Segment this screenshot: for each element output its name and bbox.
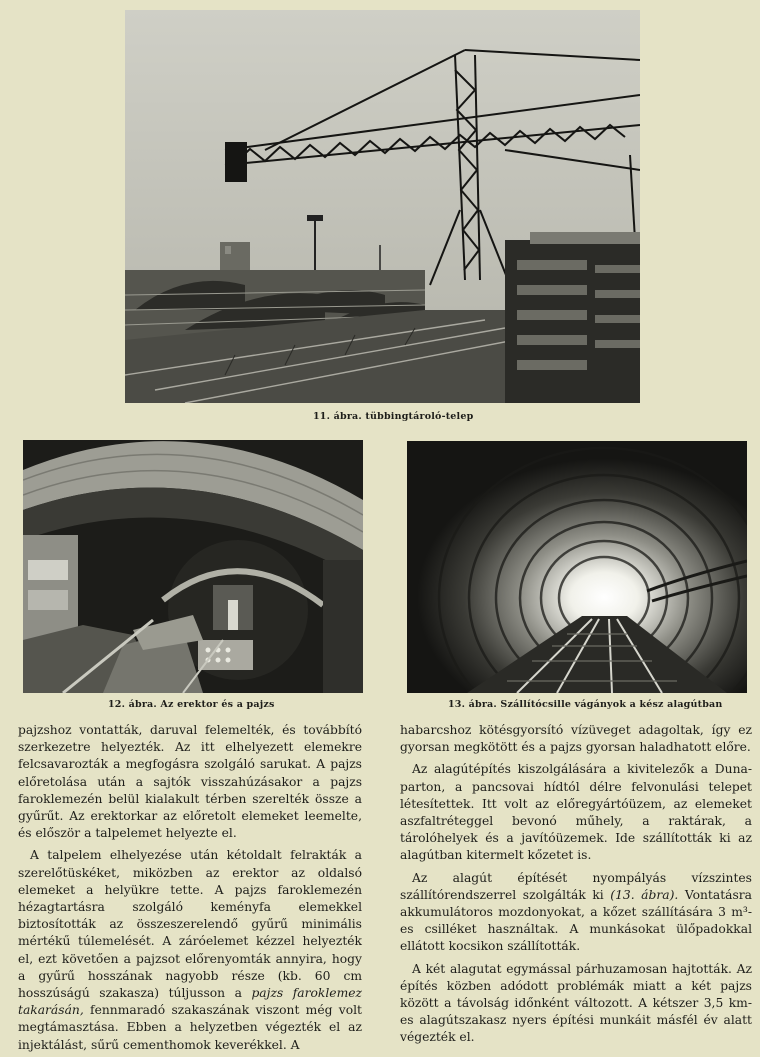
right-text-column [400,722,752,1049]
figure-11-photo [125,10,640,403]
right-paragraph-4: A két alagutat egymással párhuzamosan hajtották. Az építés közben adódott problémák miatt a két pajzs között a távolság időnként változott. A kétszer 3,5 km-es alagútszakasz nyers építési munkáit másfél év alatt végezték el. [400,961,752,1045]
figure-12-caption: 12. ábra. Az erektor és a pajzs [108,699,275,710]
right-paragraph-3-text-b: Vontatásra akkumulátoros mozdonyokat, a kőzet szállítására 3 m³-es csilléket használtak. A munkásokat ülőpadokkal ellátott kocsikon szállították. [400,887,752,954]
figure-13-caption: 13. ábra. Szállítócsille vágányok a kész alagútban [448,699,723,710]
figure-13-photo [407,441,747,693]
figure-12-photo [23,440,363,693]
right-paragraph-3-text-a: Az alagút építését nyompályás vízszintes szállítórendszerrel szolgálták ki [400,870,752,902]
right-paragraph-1: habarcshoz kötésgyorsító vízüveget adagoltak, így ez gyorsan megkötött és a pajzs gyorsan haladhatott előre. [400,723,752,755]
right-paragraph-2: Az alagútépítés kiszolgálására a kivitelezők a Duna-parton, a pancsovai hídtól délre felvonulási telepet létesítettek. Itt volt az előregyártóüzem, az elemeket aszfaltréteggel bevonó műhely, a raktárak, a tárolóhelyek és a javítóüzemek. Ide szállították ki az alagútban kitermelt kőzetet is. [400,762,752,863]
right-paragraph-3-italic: (13. ábra). [610,887,679,902]
left-paragraph-2 [18,847,362,1053]
left-paragraph-2-italic: pajzs faroklemez takarásán, [18,986,362,1018]
right-paragraph-3 [400,870,752,956]
left-paragraph-1: pajzshoz vontatták, daruval felemelték, és továbbító szerkezetre helyezték. Az itt elhelyezett elemekre felcsavarozták a megfogásra szolgáló sarukat. A pajzs előretolása után a sajtók visszahúzásakor a pajzs faroklemezén belül kialakult térben szerelték össze a gyűrűt. Az erektorkar az előretolt elemeket leemelte, és először a talpelemet helyezte el. [18,723,362,841]
figure-11-caption: 11. ábra. tübbingtároló-telep [313,411,474,422]
left-text-column [18,722,362,1056]
left-paragraph-2-text-b: fennmaradó szakaszának viszont még volt megtámasztása. Ebben a helyzetben végezték el az injektálást, sűrű cementhomok keverékkel. A [18,1003,362,1052]
left-paragraph-2-text-a: A talpelem elhelyezése után kétoldalt felrakták a szerelőtüskéket, miközben az erektor az oldalsó elemeket a helyükre tette. A pajzs faroklemezén hézagtartásra szolgáló keményfa elemekkel biztosították az összeszerelendő gyűrű minimális mértékű túlemelését. A záróelemet kézzel helyezték el, ezt követően a pajzsot előrenyomták annyira, hogy a gyűrű hosszának nagyobb része (kb. 60 cm hosszúságú szakasza) túljusson a [18,848,362,1001]
